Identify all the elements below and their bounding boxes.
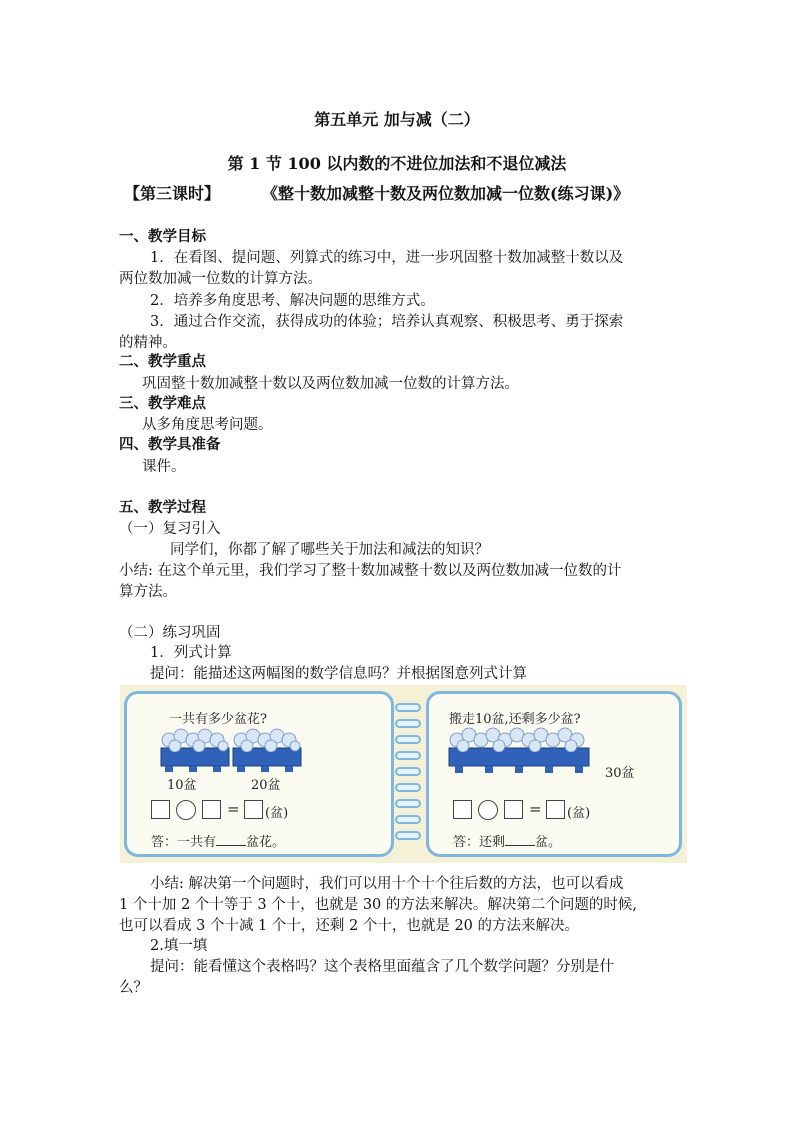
label-20: 20盆 [251,778,281,793]
materials-heading: 四、教学具准备 [119,436,221,453]
unit-label: (盆) [265,806,289,821]
part1-summary: 小结: 在这个单元里，我们学习了整十数加减整十数以及两位数加减一位数的计 [119,563,622,579]
objective-line: 2．培养多角度思考、解决问题的思维方式。 [150,293,435,309]
label-30: 30盆 [605,766,635,781]
right-page [426,691,682,857]
exercise-2-prompt: 么？ [119,980,148,996]
key-points-text: 巩固整十数加减整十数以及两位数加减一位数的计算方法。 [142,376,519,392]
lesson-tag: 【第三课时】 [124,184,221,203]
lesson-name: 《整十数加减整十数及两位数加减一位数(练习课)》 [262,184,630,203]
left-page [124,691,394,857]
right-question: 搬走10盆,还剩多少盆? [449,712,581,727]
textbook-illustration [120,685,687,863]
answer-box [453,800,472,819]
answer-box [202,800,221,819]
page-title: 第五单元 加与减（二） [314,110,480,129]
operator-circle [478,800,498,820]
part2-summary: 1 个十加 2 个十等于 3 个十，也就是 30 的方法来解决。解决第二个问题的时候, [119,897,637,913]
equals-sign: = [227,800,240,818]
exercise-2-prompt: 提问：能看懂这个表格吗？这个表格里面蕴含了几个数学问题？分别是什 [150,959,614,975]
difficulties-heading: 三、教学难点 [119,395,206,412]
part2-summary: 小结: 解决第一个问题时，我们可以用十个十个往后数的方法，也可以看成 [150,876,624,892]
left-answer: 答：一共有 盆花。 [151,835,286,850]
key-points-heading: 二、教学重点 [119,353,206,370]
answer-box [546,800,565,819]
objective-line: 3．通过合作交流，获得成功的体验；培养认真观察、积极思考、勇于探索 [150,314,624,330]
part1-summary: 算方法。 [119,584,177,600]
book-spine [395,703,421,843]
flower-pots-icon [155,726,235,774]
exercise-2-title: 2.填一填 [150,938,208,954]
equals-sign: = [529,800,542,818]
answer-box [504,800,523,819]
difficulties-text: 从多角度思考问题。 [142,417,273,433]
exercise-1-title: 1．列式计算 [150,645,232,661]
answer-box [151,800,170,819]
objectives-heading: 一、教学目标 [119,228,206,245]
process-heading: 五、教学过程 [119,499,206,516]
right-answer: 答：还剩 盆。 [453,835,562,850]
unit-label: (盆) [567,806,591,821]
exercise-1-prompt: 提问：能描述这两幅图的数学信息吗？并根据图意列式计算 [150,666,527,682]
section-title: 第 1 节 100 以内数的不进位加法和不退位减法 [227,154,567,173]
left-question: 一共有多少盆花? [169,712,267,727]
part1-heading: （一）复习引入 [119,521,221,537]
objective-line: 两位数加减一位数的计算方法。 [119,271,322,287]
flower-pots-icon [445,726,595,776]
part2-summary: 也可以看成 3 个十减 1 个十，还剩 2 个十，也就是 20 的方法来解决。 [119,918,579,934]
part1-question: 同学们，你都了解了哪些关于加法和减法的知识？ [170,542,489,558]
part2-heading: （二）练习巩固 [119,625,221,641]
operator-circle [176,800,196,820]
objective-line: 的精神。 [119,335,177,351]
answer-box [244,800,263,819]
objective-line: 1．在看图、提问题、列算式的练习中，进一步巩固整十数加减整十数以及 [150,250,624,266]
flower-pots-icon [227,726,307,774]
materials-text: 课件。 [142,459,186,475]
label-10: 10盆 [167,778,197,793]
